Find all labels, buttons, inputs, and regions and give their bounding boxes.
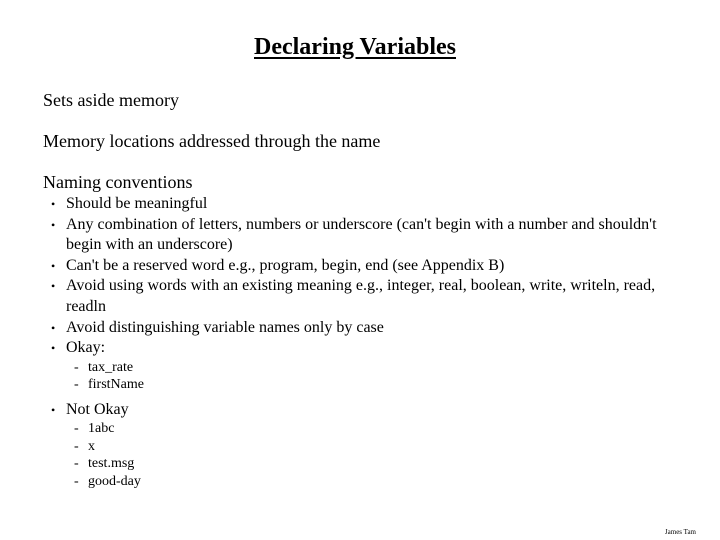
list-item: • Can't be a reserved word e.g., program, begin, end (see Appendix B)	[48, 256, 688, 277]
not-okay-label: Not Okay	[66, 400, 129, 418]
point-naming-conventions: Naming conventions	[43, 172, 193, 192]
list-item: • Any combination of letters, numbers or underscore (can't begin with a number and shouldn't begin with an underscore)	[48, 215, 688, 256]
list-item-okay	[48, 338, 688, 394]
naming-conventions-list	[48, 194, 688, 496]
not-okay-example: - 1abc	[66, 420, 688, 438]
not-okay-example: - good-day	[66, 473, 688, 491]
okay-label: Okay:	[66, 339, 106, 357]
list-item: • Should be meaningful	[48, 194, 688, 215]
not-okay-example: - x	[66, 438, 688, 456]
okay-example: - tax_rate	[66, 359, 688, 377]
list-item: • Avoid distinguishing variable names only by case	[48, 318, 688, 339]
okay-example: - firstName	[66, 376, 688, 394]
point-addressing: Memory locations addressed through the name	[43, 131, 381, 151]
list-item: • Avoid using words with an existing meaning e.g., integer, real, boolean, write, writeln, read, readln	[48, 276, 688, 317]
slide-title: Declaring Variables	[254, 34, 456, 60]
okay-examples-list	[66, 359, 688, 394]
point-memory: Sets aside memory	[43, 90, 179, 110]
not-okay-examples-list	[66, 420, 688, 490]
list-item-not-okay	[48, 400, 688, 491]
not-okay-example: - test.msg	[66, 455, 688, 473]
author-footer: James Tam	[664, 528, 696, 536]
